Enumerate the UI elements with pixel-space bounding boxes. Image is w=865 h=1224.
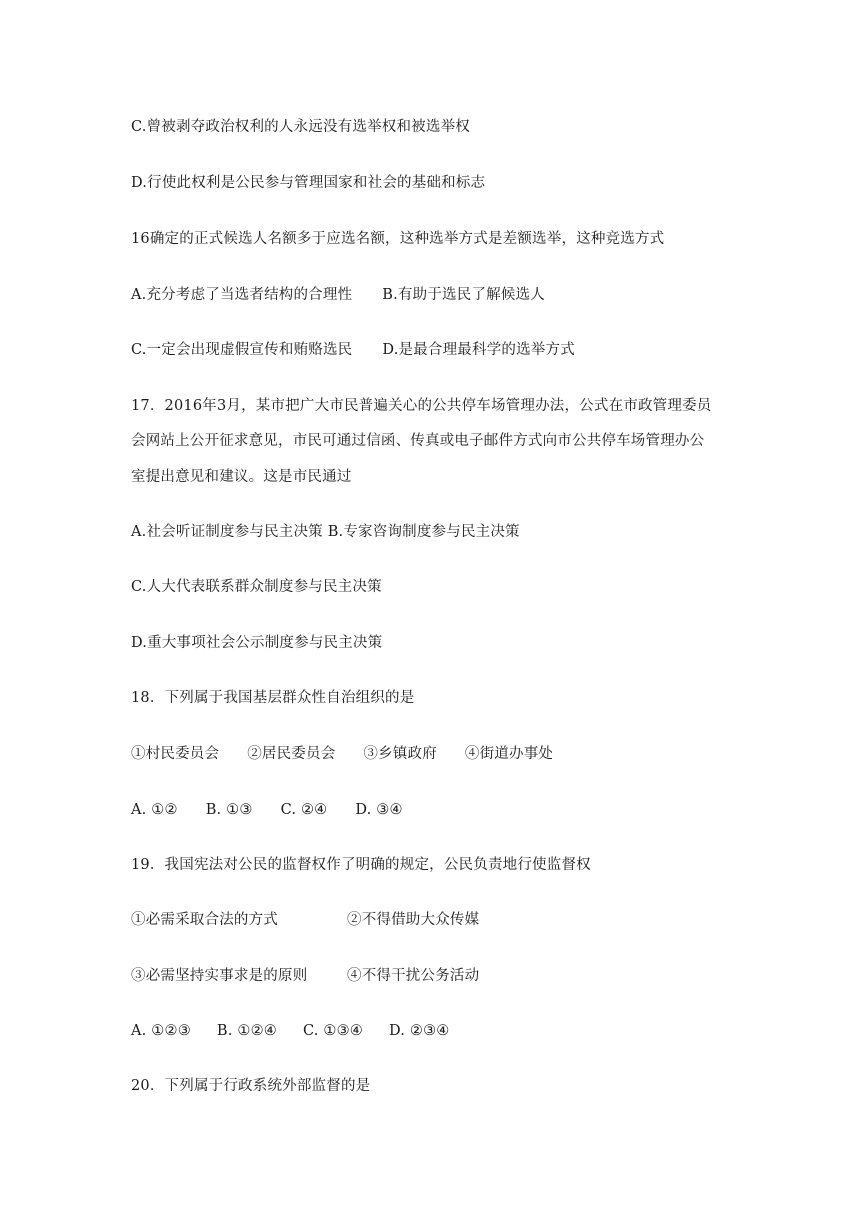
q18-items (131, 744, 553, 764)
q18-answer: A. ①② (131, 802, 178, 818)
q17-stem-line2: 会网站上公开征求意见，市民可通过信函、传真或电子邮件方式向市公共停车场管理办公 (131, 433, 705, 449)
q19-item: ④不得干扰公务活动 (347, 968, 480, 984)
q17-options-ab: A.社会听证制度参与民主决策 B.专家咨询制度参与民主决策 (131, 524, 520, 540)
q18-item: ③乡镇政府 (363, 746, 437, 762)
q18-answer: B. ①③ (205, 802, 253, 818)
q15-option-d: D.行使此权利是公民参与管理国家和社会的基础和标志 (131, 175, 486, 191)
q19-item: ①必需采取合法的方式 (131, 912, 278, 928)
q16-option-d: D.是最合理最科学的选举方式 (382, 342, 575, 358)
q18-answer: D. ③④ (355, 802, 403, 818)
q16-option-b: B.有助于选民了解候选人 (382, 287, 545, 303)
q19-answer: C. ①③④ (302, 1023, 363, 1039)
q19-items-34 (131, 966, 479, 986)
q18-item: ①村民委员会 (131, 746, 220, 762)
q20-stem: 20．下列属于行政系统外部监督的是 (131, 1078, 371, 1094)
q19-answer: A. ①②③ (131, 1023, 191, 1039)
q17-option-c: C.人大代表联系群众制度参与民主决策 (131, 579, 382, 595)
q17-stem-line1: 17．2016年3月，某市把广大市民普遍关心的公共停车场管理办法，公式在市政管理委员 (131, 398, 712, 414)
q19-answer: D. ②③④ (388, 1023, 450, 1039)
q16-option-a: A.充分考虑了当选者结构的合理性 (131, 287, 353, 303)
q19-items-12 (131, 910, 479, 930)
q16-options-ab (131, 285, 545, 305)
q17-option-d: D.重大事项社会公示制度参与民主决策 (131, 635, 383, 651)
q18-stem: 18．下列属于我国基层群众性自治组织的是 (131, 690, 415, 706)
q18-answers (131, 800, 403, 820)
q17-stem-line3: 室提出意见和建议。这是市民通过 (131, 469, 352, 485)
q19-stem: 19．我国宪法对公民的监督权作了明确的规定，公民负责地行使监督权 (131, 857, 591, 873)
q16-stem: 16确定的正式候选人名额多于应选名额，这种选举方式是差额选举，这种竞选方式 (131, 231, 665, 247)
q18-answer: C. ②④ (280, 802, 328, 818)
q18-item: ②居民委员会 (247, 746, 336, 762)
q18-item: ④街道办事处 (464, 746, 554, 762)
q16-options-cd (131, 340, 575, 360)
q19-item: ②不得借助大众传媒 (347, 912, 480, 928)
q19-answer: B. ①②④ (216, 1023, 277, 1039)
q19-answers (131, 1021, 450, 1041)
q19-item: ③必需坚持实事求是的原则 (131, 968, 308, 984)
q16-option-c: C.一定会出现虚假宣传和贿赂选民 (131, 342, 353, 358)
q15-option-c: C.曾被剥夺政治权利的人永远没有选举权和被选举权 (131, 119, 470, 135)
